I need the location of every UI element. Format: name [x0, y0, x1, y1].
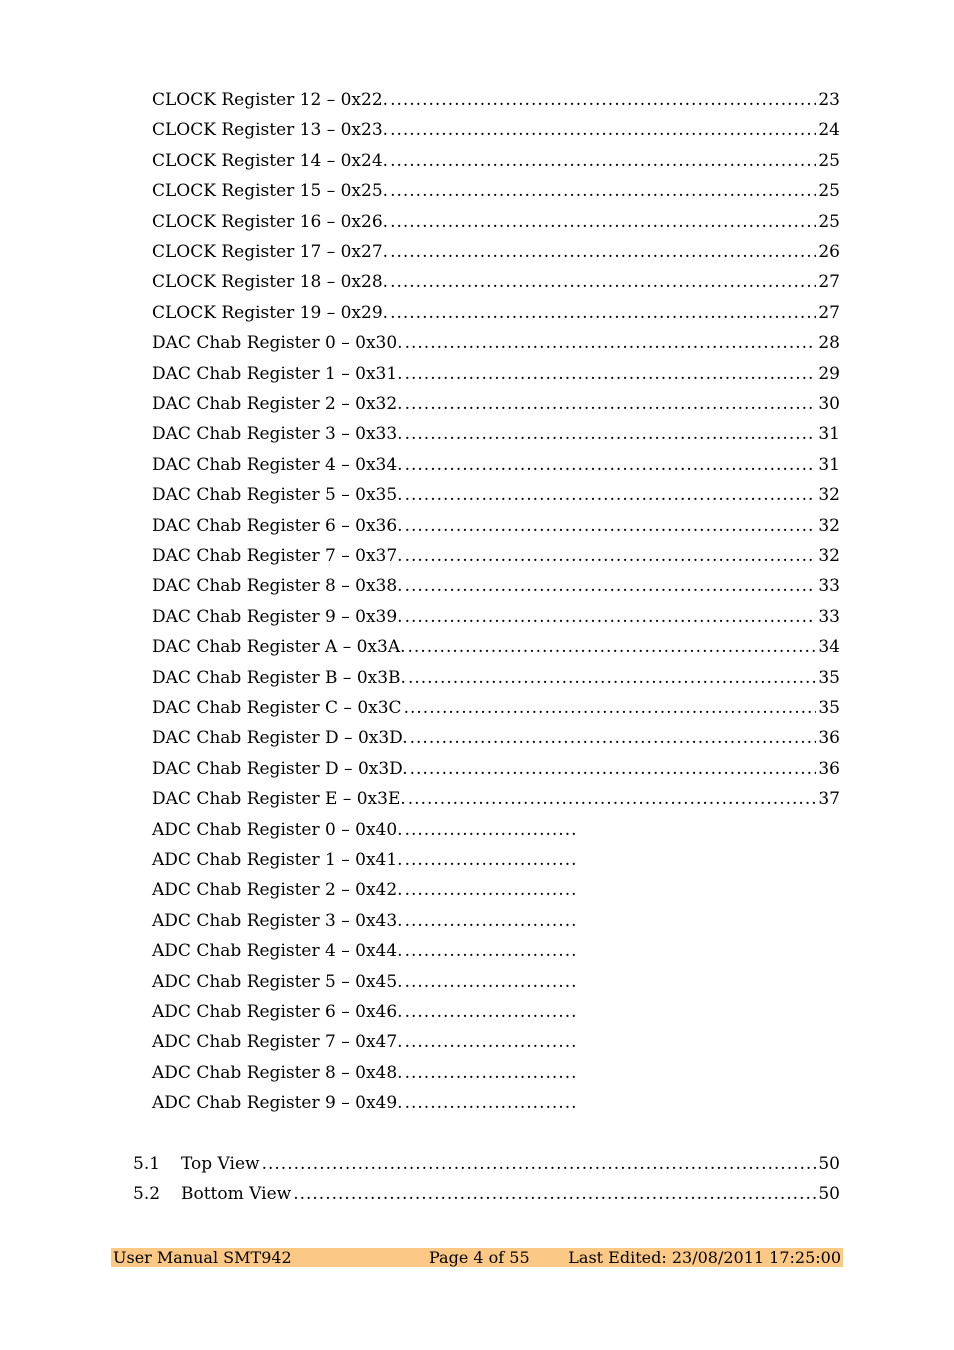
toc-entry[interactable] [152, 1062, 580, 1084]
toc-entry[interactable] [152, 119, 840, 141]
toc-entry[interactable] [152, 819, 580, 841]
toc-entry-label: ADC Chab Register 4 – 0x44. [152, 941, 403, 962]
toc-leader-dots [405, 515, 817, 537]
toc-leader-dots [405, 819, 578, 841]
toc-entry-page: 31 [818, 424, 840, 445]
toc-entry[interactable] [152, 575, 840, 597]
toc-entry-label: DAC Chab Register 9 – 0x39. [152, 606, 403, 627]
toc-leader-dots [390, 89, 816, 111]
footer-document-title: User Manual SMT942 [113, 1248, 292, 1267]
toc-leader-dots [390, 211, 816, 233]
toc-entry-page: 27 [818, 302, 840, 323]
toc-entry-label: DAC Chab Register 4 – 0x34. [152, 454, 403, 475]
toc-entry[interactable] [152, 393, 840, 415]
toc-leader-dots [405, 910, 578, 932]
toc-leader-dots [262, 1153, 817, 1175]
toc-entry[interactable] [152, 423, 840, 445]
toc-entry-label: Top View [181, 1154, 260, 1174]
toc-leader-dots [408, 636, 817, 658]
toc-leader-dots [408, 788, 817, 810]
toc-entry-label: ADC Chab Register 8 – 0x48. [152, 1062, 403, 1083]
toc-entry-label: Bottom View [181, 1184, 292, 1205]
toc-leader-dots [405, 393, 817, 415]
toc-leader-dots [410, 727, 817, 749]
toc-entry[interactable] [152, 150, 840, 172]
toc-leader-dots [404, 697, 817, 719]
toc-entry-label: DAC Chab Register 8 – 0x38. [152, 576, 403, 597]
toc-entry-label: CLOCK Register 18 – 0x28. [152, 272, 389, 293]
toc-leader-dots [390, 271, 816, 293]
toc-entry-page: 50 [818, 1184, 840, 1205]
toc-leader-dots [410, 758, 817, 780]
toc-entry-page: 31 [818, 454, 840, 475]
toc-leader-dots [405, 1031, 578, 1053]
toc-entry[interactable] [152, 454, 840, 476]
footer-last-edited: Last Edited: 23/08/2011 17:25:00 [568, 1248, 841, 1267]
toc-entry[interactable] [152, 697, 840, 719]
toc-leader-dots [390, 119, 816, 141]
toc-entry-page: 25 [818, 211, 840, 232]
toc-leader-dots [405, 1001, 578, 1023]
toc-section-entry[interactable] [133, 1183, 840, 1205]
toc-entry-label: DAC Chab Register 1 – 0x31. [152, 363, 403, 384]
toc-entry-page: 25 [818, 150, 840, 171]
toc-entry-label: DAC Chab Register 2 – 0x32. [152, 394, 403, 414]
toc-entry-label: DAC Chab Register 3 – 0x33. [152, 424, 403, 445]
toc-entry-page: 25 [818, 181, 840, 202]
toc-entry-page: 24 [818, 120, 840, 141]
toc-leader-dots [405, 879, 578, 901]
toc-entry[interactable] [152, 302, 840, 324]
toc-entry-label: DAC Chab Register C – 0x3C [152, 698, 402, 718]
toc-entry[interactable] [152, 1031, 580, 1053]
toc-entry[interactable] [152, 211, 840, 233]
toc-entry[interactable] [152, 180, 840, 202]
toc-entry-label: DAC Chab Register 5 – 0x35. [152, 485, 403, 506]
toc-entry[interactable] [152, 484, 840, 506]
toc-leader-dots [405, 849, 578, 871]
toc-leader-dots [390, 180, 816, 202]
toc-entry-page: 35 [818, 667, 840, 688]
toc-entry-page: 34 [818, 637, 840, 658]
toc-entry-label: ADC Chab Register 1 – 0x41. [152, 850, 403, 870]
toc-entry-page: 29 [818, 363, 840, 384]
toc-entry[interactable] [152, 940, 580, 962]
toc-entry-label: CLOCK Register 15 – 0x25. [152, 181, 389, 202]
toc-leader-dots [405, 575, 817, 597]
toc-leader-dots [405, 971, 578, 993]
toc-entry[interactable] [152, 606, 840, 628]
toc-entry-label: DAC Chab Register 7 – 0x37. [152, 546, 403, 566]
toc-section-entry[interactable] [133, 1153, 840, 1175]
toc-entry-page: 32 [818, 546, 840, 566]
toc-entry-page: 33 [818, 606, 840, 627]
toc-entry[interactable] [152, 363, 840, 385]
toc-entry[interactable] [152, 636, 840, 658]
toc-entry-label: DAC Chab Register D – 0x3D. [152, 728, 408, 749]
toc-entry[interactable] [152, 849, 580, 871]
toc-leader-dots [405, 940, 578, 962]
toc-entry-page: 50 [818, 1154, 840, 1174]
toc-leader-dots [405, 545, 817, 567]
toc-entry[interactable] [152, 788, 840, 810]
toc-entry[interactable] [152, 1092, 580, 1114]
toc-entry-page: 33 [818, 576, 840, 597]
toc-entry-label: CLOCK Register 19 – 0x29. [152, 302, 389, 323]
toc-entry-label: ADC Chab Register 6 – 0x46. [152, 1002, 403, 1022]
toc-entry[interactable] [152, 1001, 580, 1023]
toc-entry[interactable] [152, 545, 840, 567]
toc-leader-dots [405, 363, 817, 385]
toc-entry-label: DAC Chab Register E – 0x3E. [152, 789, 406, 810]
toc-entry-page: 23 [818, 90, 840, 110]
footer-page-number: Page 4 of 55 [429, 1248, 530, 1267]
toc-entry[interactable] [152, 332, 840, 354]
toc-section-number: 5.1 [133, 1154, 161, 1174]
toc-entry[interactable] [152, 667, 840, 689]
toc-entry-label: CLOCK Register 16 – 0x26. [152, 211, 389, 232]
toc-leader-dots [405, 332, 817, 354]
toc-leader-dots [405, 1092, 578, 1114]
toc-entry[interactable] [152, 727, 840, 749]
toc-entry-label: CLOCK Register 12 – 0x22. [152, 90, 389, 110]
toc-entry-page: 37 [818, 789, 840, 810]
toc-entry[interactable] [152, 271, 840, 293]
toc-entry[interactable] [152, 879, 580, 901]
toc-leader-dots [405, 454, 817, 476]
toc-entry-label: DAC Chab Register 6 – 0x36. [152, 515, 403, 536]
toc-entry-label: DAC Chab Register B – 0x3B. [152, 667, 406, 688]
toc-entry-page: 26 [818, 242, 840, 262]
toc-entry-label: ADC Chab Register 3 – 0x43. [152, 910, 403, 931]
toc-leader-dots [405, 484, 817, 506]
toc-entry-page: 35 [818, 698, 840, 718]
toc-entry-page: 32 [818, 485, 840, 506]
toc-entry-page: 28 [818, 333, 840, 354]
toc-leader-dots [408, 667, 816, 689]
toc-entry[interactable] [152, 515, 840, 537]
toc-entry[interactable] [152, 89, 840, 111]
toc-entry-label: ADC Chab Register 2 – 0x42. [152, 880, 403, 901]
toc-entry-page: 30 [818, 394, 840, 414]
toc-entry[interactable] [152, 241, 840, 263]
toc-entry-page: 36 [818, 758, 840, 779]
toc-entry-label: DAC Chab Register A – 0x3A. [152, 637, 406, 658]
toc-entry-page: 32 [818, 515, 840, 536]
toc-entry-label: CLOCK Register 17 – 0x27. [152, 242, 389, 262]
toc-entry-page: 27 [818, 272, 840, 293]
toc-entry-label: ADC Chab Register 7 – 0x47. [152, 1032, 403, 1053]
toc-entry-label: ADC Chab Register 0 – 0x40. [152, 819, 403, 840]
toc-entry[interactable] [152, 971, 580, 993]
toc-entry-label: ADC Chab Register 9 – 0x49. [152, 1093, 403, 1114]
toc-entry-label: DAC Chab Register D – 0x3D. [152, 758, 408, 779]
toc-entry[interactable] [152, 910, 580, 932]
toc-entry-label: CLOCK Register 14 – 0x24. [152, 150, 389, 171]
page-footer [111, 1248, 843, 1267]
toc-entry[interactable] [152, 758, 840, 780]
toc-leader-dots [405, 1062, 578, 1084]
toc-leader-dots [390, 150, 816, 172]
toc-entry-label: CLOCK Register 13 – 0x23. [152, 120, 389, 141]
toc-section-number: 5.2 [133, 1184, 161, 1205]
toc-entry-label: ADC Chab Register 5 – 0x45. [152, 971, 403, 992]
toc-leader-dots [390, 241, 816, 263]
toc-entry-label: DAC Chab Register 0 – 0x30. [152, 333, 403, 354]
toc-entry-page: 36 [818, 728, 840, 749]
toc-leader-dots [390, 302, 816, 324]
toc-leader-dots [405, 606, 817, 628]
toc-leader-dots [293, 1183, 816, 1205]
toc-leader-dots [405, 423, 817, 445]
